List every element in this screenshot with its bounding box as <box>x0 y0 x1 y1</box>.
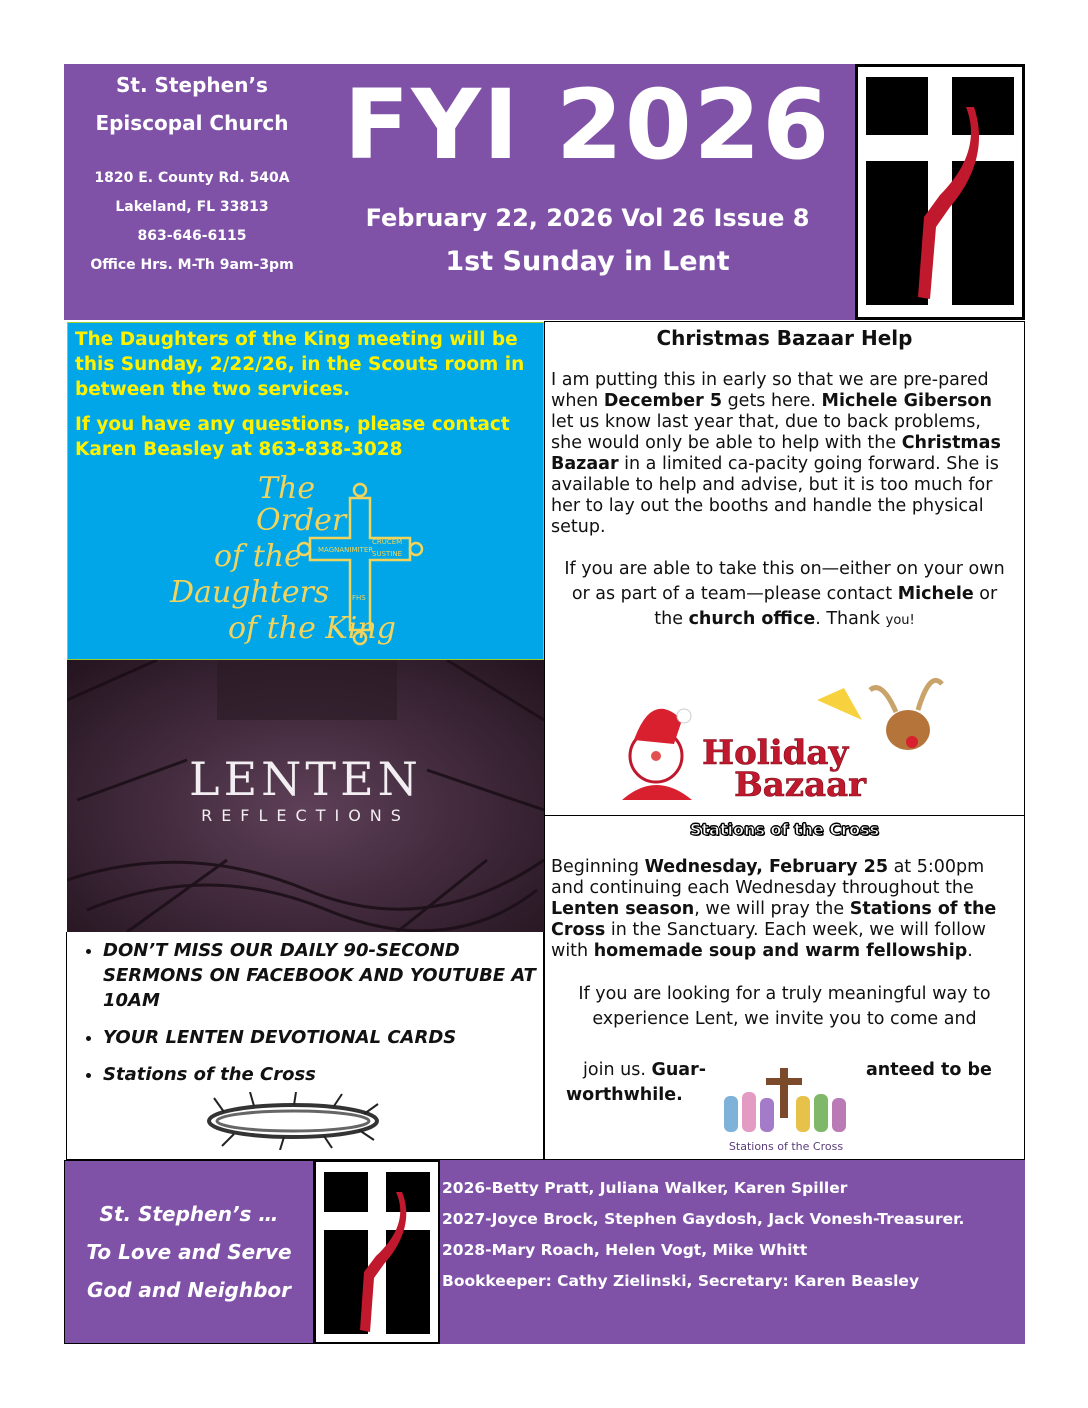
dok-logo-line5: of the King <box>228 611 396 646</box>
dok-cross-text4: FHS <box>352 594 366 602</box>
vestry-line: 2027-Joyce Brock, Stephen Gaydosh, Jack Vonesh-Treasurer. <box>442 1210 965 1228</box>
bazaar-text: Bazaar <box>734 765 867 805</box>
holiday-bazaar-clipart <box>612 660 952 806</box>
lenten-title: LENTEN <box>189 752 422 806</box>
episcopal-cross-logo <box>855 64 1025 320</box>
stations-paragraph: Beginning Wednesday, February 25 at 5:00pm and continuing each Wednesday throughout the Lenten season, we will pray the Stations of the Cross in the Sanctuary. Each week, we will follow with homemade soup and warm fellowship. <box>551 857 997 961</box>
church-info-panel <box>64 64 320 320</box>
liturgical-day: 1st Sunday in Lent <box>445 246 730 277</box>
cross-logo-icon <box>316 1162 438 1342</box>
dok-contact-text: If you have any questions, please contact Karen Beasley at 863-838-3028 <box>75 414 510 460</box>
dok-logo-line3: of the <box>214 539 302 574</box>
bazaar-paragraph: I am putting this in early so that we are pre-pared when December 5 gets here. Michele Giberson let us know last year that, due to back problems, she would only be able to help with the Christmas Bazaar in a limited ca-pacity going forward. She is available to help and advise, but it is too much for her to lay out the booths and handle the physical setup. <box>551 370 1001 537</box>
footer-cross-logo <box>314 1160 440 1344</box>
church-phone: 863-646-6115 <box>137 228 247 244</box>
masthead <box>320 64 855 320</box>
stations-invite-end: worthwhile. <box>566 1085 683 1105</box>
holiday-text: Holiday <box>702 733 849 773</box>
cross-logo-icon <box>858 67 1022 317</box>
dok-cross-text2: CRUCEM <box>372 538 403 546</box>
crown-of-thorns-icon <box>204 1092 382 1150</box>
bazaar-heading: Christmas Bazaar Help <box>656 326 913 350</box>
issue-line: February 22, 2026 Vol 26 Issue 8 <box>365 204 810 232</box>
church-address: 1820 E. County Rd. 540A Lakeland, FL 33813 863-646-6115 Office Hrs. M-Th 9am-3pm <box>64 164 320 280</box>
stations-invite-right: anteed to be <box>866 1060 992 1080</box>
dok-logo-line4: Daughters <box>170 575 330 610</box>
stations-heading: Stations of the Cross <box>689 820 880 839</box>
dok-meeting-text: The Daughters of the King meeting will be this Sunday, 2/22/26, in the Scouts room in between the two services. <box>75 329 525 400</box>
stations-art-caption: Stations of the Cross <box>728 1140 844 1153</box>
church-motto: St. Stephen’s … To Love and Serve God and Neighbor <box>64 1160 314 1344</box>
dok-logo-line2: Order <box>256 503 347 538</box>
lenten-subtitle: REFLECTIONS <box>201 806 410 825</box>
list-item: • DON’T MISS OUR DAILY 90-SECOND SERMONS ON FACEBOOK AND YOUTUBE AT 10AM <box>103 938 543 1013</box>
office-hours: Office Hrs. M-Th 9am-3pm <box>90 257 294 273</box>
vestry-line: Bookkeeper: Cathy Zielinski, Secretary: Karen Beasley <box>442 1272 920 1290</box>
daughters-of-the-king-logo <box>160 468 440 654</box>
dok-cross-text3: SUSTINE <box>372 550 403 558</box>
lenten-reflections-image <box>67 660 544 932</box>
dok-cross-text1: MAGNANIMITER <box>318 546 374 554</box>
stations-of-the-cross-clipart <box>716 1066 856 1154</box>
church-name: St. Stephen’s Episcopal Church <box>95 73 289 135</box>
dok-logo-line1: The <box>258 471 316 506</box>
bazaar-contact-paragraph: If you are able to take this on—either on your own or as part of a team—please contact Michele or the church office. Thank you! <box>564 559 1005 629</box>
newsletter-title: FYI 2026 <box>343 69 832 181</box>
stations-invite-paragraph: If you are looking for a truly meaningful way to experience Lent, we invite you to come and <box>578 984 991 1029</box>
vestry-line: 2026-Betty Pratt, Juliana Walker, Karen Spiller <box>442 1179 848 1197</box>
vestry-list <box>440 1160 1025 1344</box>
list-item: • Stations of the Cross <box>103 1062 543 1087</box>
list-item: • YOUR LENTEN DEVOTIONAL CARDS <box>103 1025 543 1050</box>
vestry-line: 2028-Mary Roach, Helen Vogt, Mike Whitt <box>442 1241 808 1259</box>
stations-invite-left: join us. Guar- <box>583 1060 706 1080</box>
